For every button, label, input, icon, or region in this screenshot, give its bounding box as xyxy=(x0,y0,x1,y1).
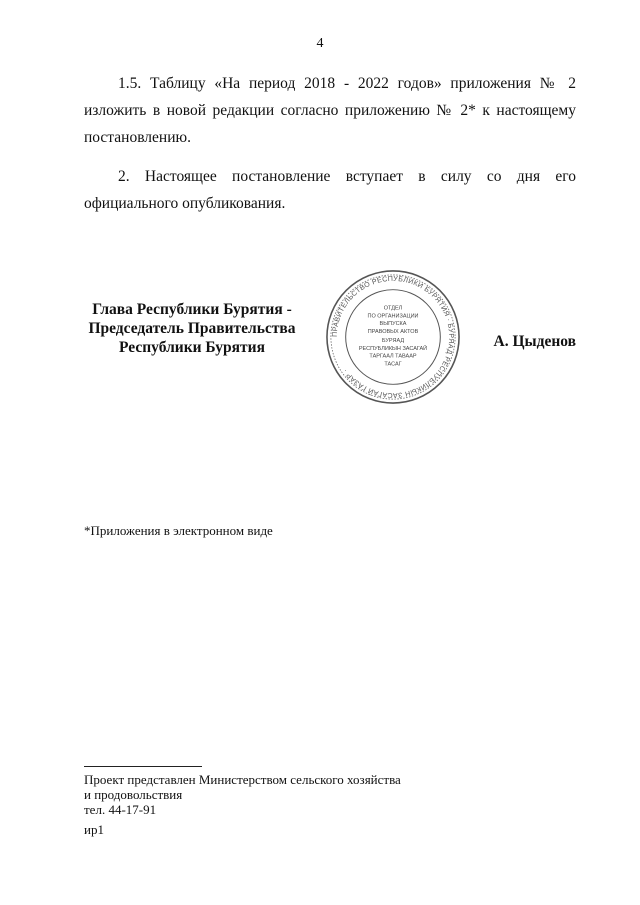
paragraph-1-5: 1.5. Таблицу «На период 2018 - 2022 годов» приложения № 2 изложить в новой редакции согласно приложению № 2* к настоящему постановлению. xyxy=(84,75,576,146)
footer-line: Проект представлен Министерством сельского хозяйства xyxy=(84,772,401,787)
footnote: *Приложения в электронном виде xyxy=(84,523,273,538)
seal-outer-text: ПРАВИТЕЛЬСТВО РЕСПУБЛИКИ БУРЯТИЯ · БУРЯАД РЕСПУБЛИКЫН ЗАСАГАЙ ГАЗАР · xyxy=(330,274,456,400)
footer-line: тел. 44-17-91 xyxy=(84,802,157,817)
signature-title-line: Республики Бурятия xyxy=(119,339,265,356)
official-seal xyxy=(324,268,462,406)
seal-inner-line: ПРАВОВЫХ АКТОВ xyxy=(367,329,419,336)
seal-inner-line: ВЫПУСКА xyxy=(379,321,407,328)
seal-inner-line: ПО ОРГАНИЗАЦИИ xyxy=(367,313,419,320)
page-number: 4 xyxy=(316,36,324,51)
signature-title-line: Глава Республики Бурятия - xyxy=(92,301,292,318)
footer-line: и продовольствия xyxy=(84,787,183,802)
signature-title-line: Председатель Правительства xyxy=(88,320,296,337)
seal-inner-line: ОТДЕЛ xyxy=(383,305,403,312)
signature-name: А. Цыденов xyxy=(493,333,576,350)
seal-inner-line: ТАСАГ xyxy=(384,361,402,368)
signature-title xyxy=(84,300,300,357)
seal-inner-line: РЕСПУБЛИКЫН ЗАСАГАЙ xyxy=(358,345,428,352)
seal-inner-line: ТАРГААЛ ТАВААР xyxy=(369,353,417,360)
footer-rule xyxy=(84,766,202,767)
paragraph-2: 2. Настоящее постановление вступает в силу со дня его официального опубликования. xyxy=(84,168,576,212)
seal-inner-line: БУРЯАД xyxy=(381,337,405,344)
document-code: ир1 xyxy=(84,822,104,837)
footer-contact xyxy=(84,772,401,817)
